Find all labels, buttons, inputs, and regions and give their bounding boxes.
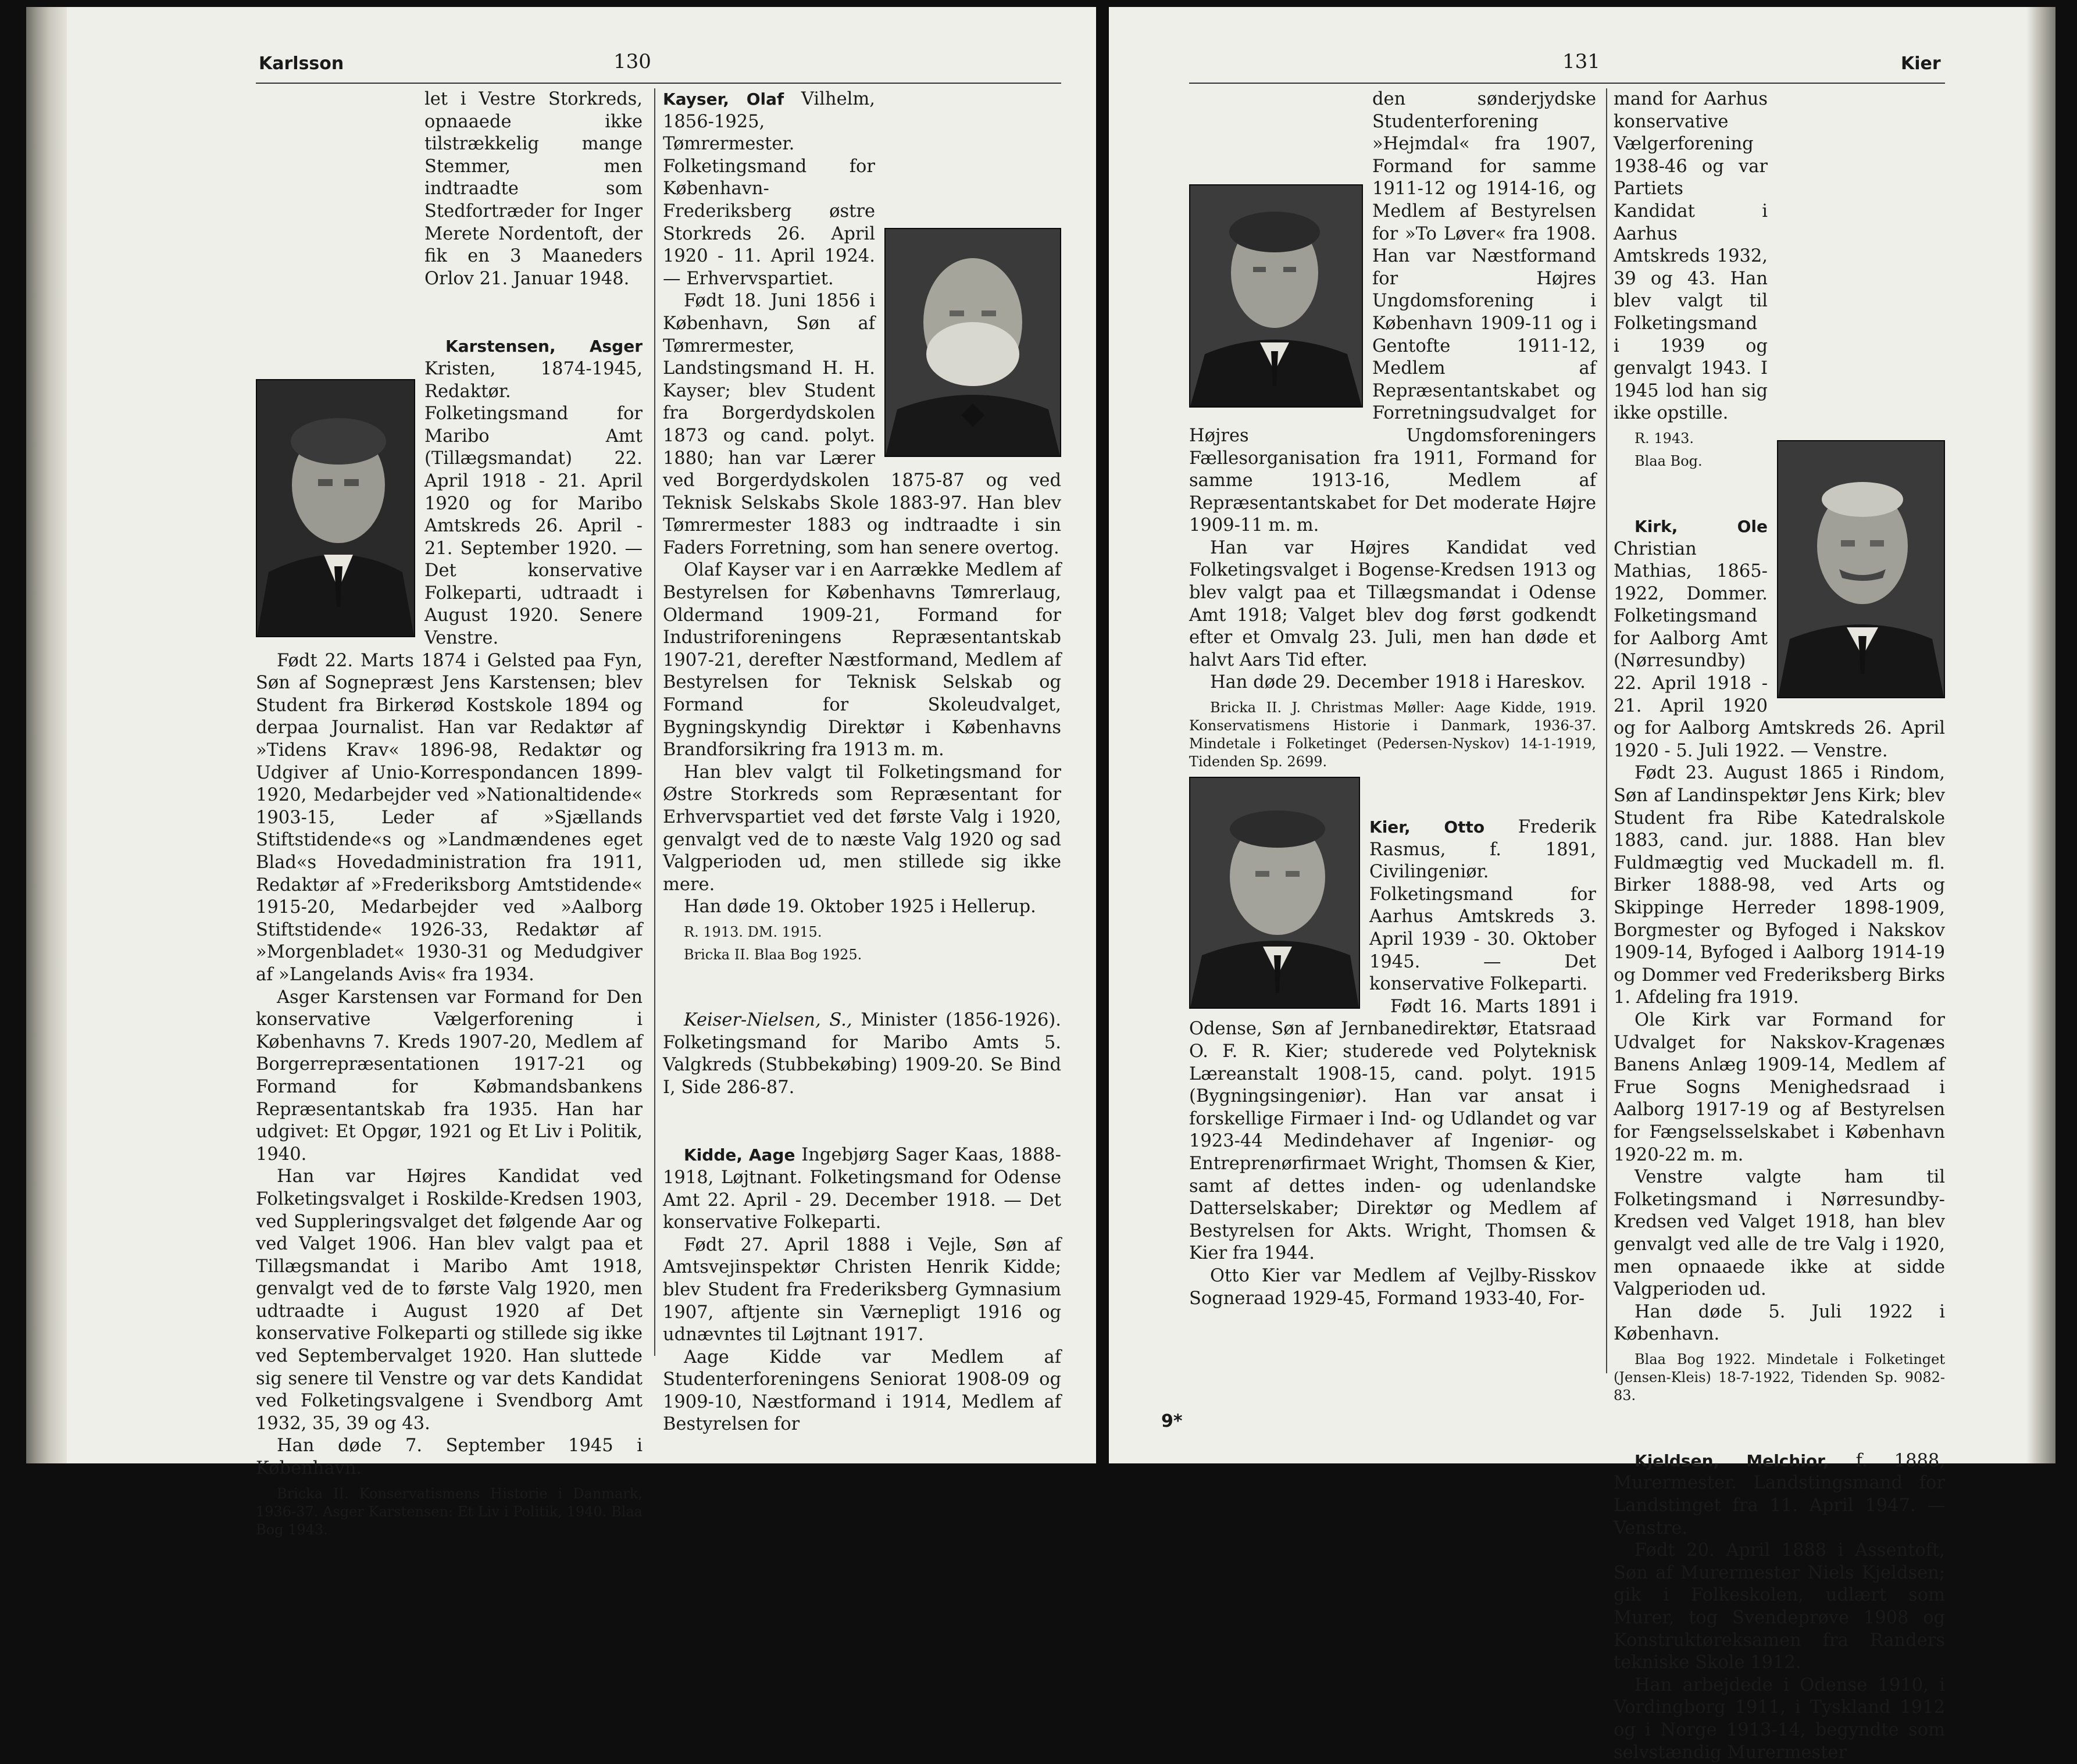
entry-name: Karstensen, Asger <box>445 337 643 356</box>
column-right-1 <box>1189 88 1596 1310</box>
paragraph-text: let i Vestre Storkreds, opnaaede ikke tilstrækkelig mange Stemmer, men indtraadte som Stedfortræder for Inger Merete Nordentoft, der fik en 3 Maaneders Orlov 21. Januar 1948. <box>424 89 643 289</box>
paragraph-text: R. 1943. <box>1635 430 1694 447</box>
text-paragraph <box>663 1347 1061 1436</box>
paragraph-text: Ingebjørg Sager Kaas, 1888-1918, Løjtnant. Folketingsmand for Odense Amt 22. April - 29. December 1918. — Det konservative Folkeparti. <box>663 1145 1061 1233</box>
page-number: 131 <box>1562 50 1600 73</box>
header-rule <box>256 83 1061 84</box>
text-paragraph <box>663 1144 1061 1234</box>
entry-name: Kayser, Olaf <box>663 90 784 109</box>
column-right-2 <box>1614 88 1945 1764</box>
paragraph-text: Han arbejdede i Odense 1910, i Vordingborg 1911, i Tyskland 1912 og i Norge 1913-14, begyndte som selvstændig Murermester <box>1614 1674 1945 1763</box>
text-paragraph <box>1614 1674 1945 1764</box>
portrait-kidde-image <box>1190 185 1362 406</box>
portrait-karstensen <box>256 379 415 637</box>
left-page <box>26 7 1096 1538</box>
text-paragraph <box>1614 1301 1945 1346</box>
paragraph-text: Født 27. April 1888 i Vejle, Søn af Amtsvejinspektør Christen Henrik Kidde; blev Student fra Frederiksberg Gymnasium 1907, aftjente sin Værnepligt 1916 og udnævntes til Løjtnant 1917. <box>663 1234 1061 1345</box>
text-paragraph <box>1614 1166 1945 1301</box>
paragraph-text: den sønderjydske Studenterforening »Hejmdal« fra 1907, Formand for samme 1911-12 og 1914-16, og Medlem af Bestyrelsen for »To Løver« fra 1908. Han var Næstformand for Højres Ungdomsforening i København 1909-11 og i Gentofte 1911-12, Medlem af Repræsentantskabet og Forretningsudvalget for Højres Ungdomsforeningers Fællesorganisation fra 1911, Formand for samme 1913-16, Medlem af Repræsentantskabet for Det moderate Højre 1909-11 m. m. <box>1189 89 1596 536</box>
paragraph-text: Han døde 7. September 1945 i København. <box>256 1436 643 1479</box>
text-paragraph <box>256 650 643 987</box>
running-head-name: Kier <box>1901 53 1941 74</box>
portrait-kirk <box>1777 440 1945 698</box>
paragraph-text: Han døde 29. December 1918 i Hareskov. <box>1210 672 1586 693</box>
paragraph-text: Født 20. April 1888 i Assentoft, Søn af Murermester Niels Kjeldsen; gik i Folkeskolen, udlært som Murer, tog Svendeprøve 1908 og Konstruktøreksamen fra Randers tekniske Skole 1912. <box>1614 1540 1945 1673</box>
text-paragraph <box>256 88 643 290</box>
paragraph-text: Olaf Kayser var i en Aarrække Medlem af Bestyrelsen for Københavns Tømrerlaug, Oldermand 1909-21, Formand for Industriforeningens Repræsentantskab 1907-21, derefter Næstformand, Medlem af Bestyrelsen for Teknisk Selskab og Formand for Skoleudvalget, Bygningskyndig Direktør i Københavns Brandforsikring fra 1913 m. m. <box>663 560 1061 760</box>
paragraph-text: Født 18. Juni 1856 i København, Søn af Tømrermester, Landstingsmand H. H. Kayser; blev Student fra Borgerdydskolen 1873 og cand. polyt. 1880; han var Lærer ved Borgerdydskolen 1875-87 og ved Teknisk Selskabs Skole 1883-97. Han blev Tømrermester 1883 og indtraadte i sin Faders Forretning, som han senere overtog. <box>663 291 1061 558</box>
text-paragraph <box>663 896 1061 919</box>
entry-name: Kjeldsen, Melchior, <box>1635 1451 1829 1470</box>
text-paragraph <box>663 923 1061 941</box>
paragraph-text: f. 1888, Murermester. Landstingsmand for Landstinget fra 11. April 1947. — Venstre. <box>1614 1450 1945 1538</box>
paragraph-text: Minister (1856-1926). Folketingsmand for Maribo Amts 5. Valgkreds (Stubbekøbing) 1909-20. Se Bind I, Side 286-87. <box>663 1009 1061 1098</box>
text-paragraph <box>663 946 1061 964</box>
paragraph-text: Bricka II. Blaa Bog 1925. <box>684 946 862 963</box>
column-left-2 <box>663 88 1061 1436</box>
paragraph-text: Blaa Bog. <box>1635 452 1703 469</box>
portrait-kayser <box>884 228 1061 457</box>
paragraph-text: Blaa Bog 1922. Mindetale i Folketinget (Jensen-Kleis) 18-7-1922, Tidenden Sp. 9082-83. <box>1614 1351 1945 1404</box>
page-number: 130 <box>613 50 651 73</box>
paragraph-text: Asger Karstensen var Formand for Den konservative Vælgerforening i Københavns 7. Kreds 1907-20, Medlem af Borgerrepræsentationen 1917-21 og Formand for Købmandsbankens Repræsentantskab fra 1935. Han har udgivet: Et Opgør, 1921 og Et Liv i Politik, 1940. <box>256 987 643 1165</box>
text-paragraph <box>663 762 1061 897</box>
paragraph-text: Han døde 5. Juli 1922 i København. <box>1614 1301 1945 1345</box>
page-edge-shadow <box>2026 7 2055 1463</box>
signature-mark: 9* <box>1161 1411 1183 1431</box>
text-paragraph <box>1614 88 1945 425</box>
text-paragraph <box>1189 699 1596 771</box>
paragraph-text: Bricka II. Konservatismens Historie i Danmark, 1936-37. Asger Karstensen: Et Liv i Politik, 1940. Blaa Bog 1943. <box>256 1485 643 1538</box>
running-header <box>26 43 1096 78</box>
text-paragraph <box>256 1485 643 1539</box>
paragraph-text: Han blev valgt til Folketingsmand for Østre Storkreds som Repræsentant for Erhvervspartiet ved det første Valg i 1920, genvalgt ved de to næste Valg 1920 og sad Valgperioden ud, men stillede sig ikke mere. <box>663 762 1061 895</box>
portrait-kier <box>1189 777 1360 1009</box>
portrait-kayser-image <box>886 229 1060 456</box>
text-paragraph <box>663 559 1061 761</box>
text-paragraph <box>256 1435 643 1480</box>
paragraph-text: R. 1913. DM. 1915. <box>684 923 822 940</box>
page-edge-shadow <box>26 7 67 1463</box>
paragraph-text: Aage Kidde var Medlem af Studenterforeningens Seniorat 1908-09 og 1909-10, Næstformand i 1914, Medlem af Bestyrelsen for <box>663 1347 1061 1435</box>
paragraph-text: Han døde 19. Oktober 1925 i Hellerup. <box>684 897 1036 917</box>
text-paragraph <box>1189 672 1596 694</box>
text-paragraph <box>1614 762 1945 1009</box>
column-divider <box>654 88 655 1356</box>
paragraph-text: Vilhelm, 1856-1925, Tømrermester. Folketingsmand for København-Frederiksberg østre Storkreds 26. April 1920 - 11. April 1924. — Erhvervspartiet. <box>663 89 875 289</box>
paragraph-text: Bricka II. J. Christmas Møller: Aage Kidde, 1919. Konservatismens Historie i Danmark, 1936-37. Mindetale i Folketinget (Pedersen-Nyskov) 14-1-1919, Tidenden Sp. 2699. <box>1189 699 1596 770</box>
paragraph-text: Venstre valgte ham til Folketingsmand i Nørresundby-Kredsen ved Valget 1918, han blev genvalgt ved alle de tre Valg i 1920, men opnaaede ikke at sidde Valgperioden ud. <box>1614 1167 1945 1300</box>
running-header <box>1109 43 2055 78</box>
text-paragraph <box>663 1234 1061 1347</box>
text-paragraph <box>256 1166 643 1435</box>
paragraph-text: Frederik Rasmus, f. 1891, Civilingeniør. Folketingsmand for Aarhus Amtskreds 3. April 1939 - 30. Oktober 1945. — Det konservative Folkeparti. <box>1369 817 1596 995</box>
text-paragraph <box>663 1009 1061 1099</box>
portrait-kidde <box>1189 184 1363 408</box>
paragraph-text: Christian Mathias, 1865-1922, Dommer. Folketingsmand for Aalborg Amt (Nørresundby) 22. April 1918 - 21. April 1920 og for Aalborg Amtskreds 26. April 1920 - 5. Juli 1922. — Venstre. <box>1614 538 1945 761</box>
entry-name: Kidde, Aage <box>684 1145 795 1165</box>
text-paragraph <box>1614 1450 1945 1540</box>
running-head-name: Karlsson <box>259 53 344 74</box>
paragraph-text: Født 16. Marts 1891 i Odense, Søn af Jernbanedirektør, Etatsraad O. F. R. Kier; studerede ved Polyteknisk Læreanstalt 1908-15, cand. polyt. 1915 (Bygningsingeniør). Han var ansat i forskellige Firmaer i Ind- og Udlandet og var 1923-44 Medindehaver af Ingeniør- og Entreprenørfirmaet Wright, Thomsen & Kier, samt af dettes inden- og udenlandske Datterselskaber; Direktør og Medlem af Bestyrelsen for Akts. Wright, Thomsen & Kier fra 1944. <box>1189 996 1596 1264</box>
text-paragraph <box>1189 996 1596 1265</box>
text-paragraph <box>1189 537 1596 672</box>
header-rule <box>1189 83 1945 84</box>
right-page <box>1109 7 2055 1763</box>
paragraph-text: mand for Aarhus konservative Vælgerforening 1938-46 og var Partiets Kandidat i Aarhus Amtskreds 1932, 39 og 43. Han blev valgt til Folketingsmand i 1939 og genvalgt 1943. I 1945 lod han sig ikke opstille. <box>1614 89 1768 424</box>
entry-name: Kier, Otto <box>1369 817 1485 837</box>
paragraph-text: Kristen, 1874-1945, Redaktør. Folketingsmand for Maribo Amt (Tillægsmandat) 22. April 1918 - 21. April 1920 og for Maribo Amtskreds 26. April - 21. September 1920. — Det konservative Folkeparti, udtraadt i August 1920. Senere Venstre. <box>424 358 643 649</box>
text-paragraph <box>256 987 643 1166</box>
paragraph-text: Ole Kirk var Formand for Udvalget for Nakskov-Kragenæs Banens Anlæg 1909-14, Medlem af Frue Sogns Menighedsraad i Aalborg 1917-19 og af Bestyrelsen for Fængselsselskabet i København 1920-22 m. m. <box>1614 1009 1945 1165</box>
text-paragraph <box>1189 1265 1596 1310</box>
portrait-karstensen-image <box>257 380 414 636</box>
text-paragraph <box>1614 1009 1945 1166</box>
column-divider <box>1606 88 1607 1373</box>
paragraph-text: Han var Højres Kandidat ved Folketingsvalget i Bogense-Kredsen 1913 og blev valgt paa et Tillægsmandat i Odense Amt 1918; Valget blev dog først godkendt efter et Omvalg 23. Juli, men han døde et halvt Aars Tid efter. <box>1189 537 1596 670</box>
paragraph-text: Han var Højres Kandidat ved Folketingsvalget i Roskilde-Kredsen 1903, ved Suppleringsvalget det følgende Aar og ved Valget 1906. Han blev valgt paa et Tillægsmandat i Maribo Amt 1918, genvalgt ved de to første Valg 1920, men udtraadte i August 1920 af Det konservative Folkeparti og stillede sig ikke ved Septembervalget 1920. Han sluttede sig senere til Venstre og var dets Kandidat ved Folketingsvalgene i Svendborg Amt 1932, 35, 39 og 43. <box>256 1166 643 1434</box>
column-left-1 <box>256 88 643 1539</box>
portrait-kirk-image <box>1778 441 1944 697</box>
text-paragraph <box>1614 1540 1945 1674</box>
portrait-kier-image <box>1190 778 1359 1008</box>
entry-name-reference: Keiser-Nielsen, S., <box>684 1009 852 1030</box>
paragraph-text: Født 23. August 1865 i Rindom, Søn af Landinspektør Jens Kirk; blev Student fra Ribe Katedralskole 1883, cand. jur. 1888. Han blev Fuldmægtig ved Muckadell m. fl. Birker 1888-98, ved Arts og Skippinge Herreder 1898-1909, Borgmester og Byfoged i Nakskov 1909-14, Byfoged i Aalborg 1914-19 og Dommer ved Frederiksberg Birks 1. Afdeling fra 1919. <box>1614 763 1945 1008</box>
paragraph-text: Født 22. Marts 1874 i Gelsted paa Fyn, Søn af Sognepræst Jens Karstensen; blev Student fra Birkerød Kostskole 1894 og derpaa Journalist. Han var Redaktør af »Tidens Krav« 1896-98, Redaktør og Udgiver af Unio-Korrespondancen 1899-1920, Medarbejder ved »Nationaltidende« 1903-15, Leder af »Sjællands Stiftstidende«s og »Landmændenes eget Blad«s Hovedadministration fra 1911, Redaktør af »Frederiksborg Amtstidende« 1915-20, Medarbejder ved »Aalborg Stiftstidende« 1926-33, Redaktør af »Morgenbladet« 1930-31 og Medudgiver af »Langelands Avis« fra 1934. <box>256 650 643 985</box>
text-paragraph <box>1614 1351 1945 1405</box>
entry-name: Kirk, Ole <box>1635 516 1768 536</box>
paragraph-text: Otto Kier var Medlem af Vejlby-Risskov Sogneraad 1929-45, Formand 1933-40, For- <box>1189 1265 1596 1309</box>
